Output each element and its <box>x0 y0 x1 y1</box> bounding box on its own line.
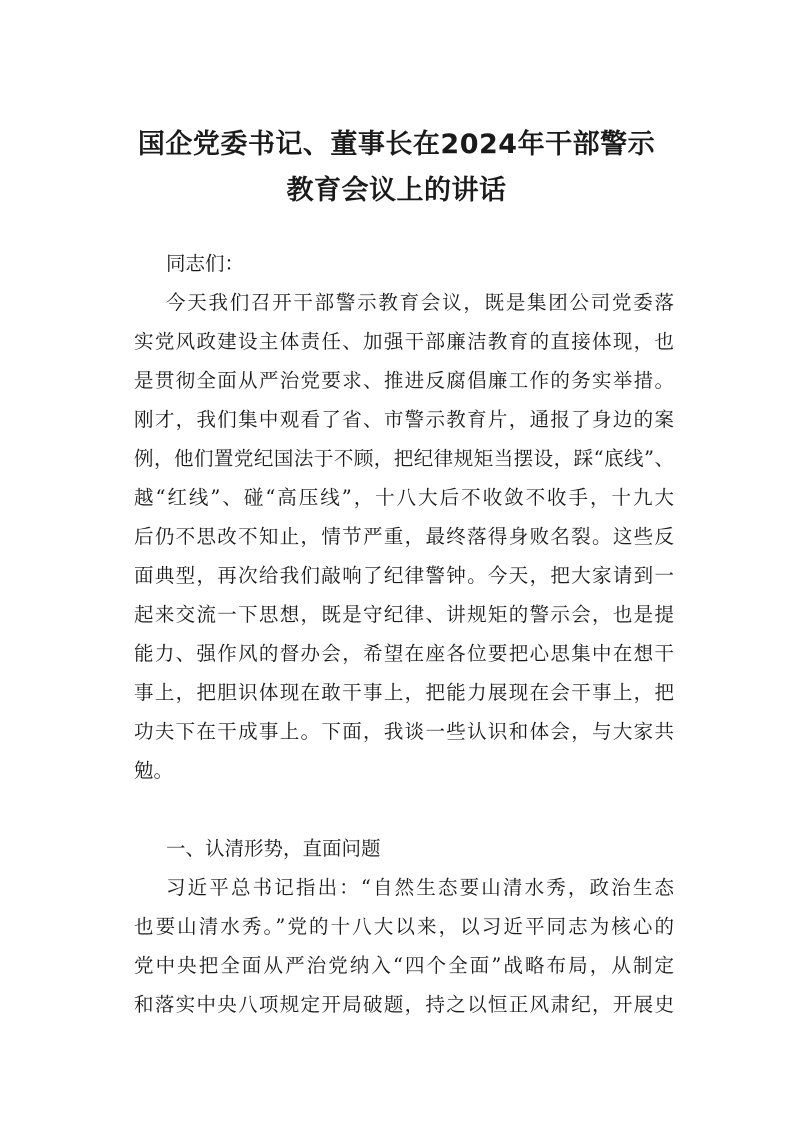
paragraph-line: 例，他们置党纪国法于不顾，把纪律规矩当摆设，踩“底线”、 <box>134 447 674 470</box>
section-heading: 一、认清形势，直面问题 <box>166 837 381 860</box>
paragraph-line: 能力、强作风的督办会，希望在座各位要把心思集中在想干 <box>134 642 674 665</box>
document-title-line-1: 国企党委书记、董事长在2024年干部警示 <box>137 129 656 160</box>
paragraph-line: 是贯彻全面从严治党要求、推进反腐倡廉工作的务实举措。 <box>134 369 674 392</box>
paragraph-line: 面典型，再次给我们敲响了纪律警钟。今天，把大家请到一 <box>134 564 674 587</box>
paragraph-line: 功夫下在干成事上。下面，我谈一些认识和体会，与大家共 <box>134 720 674 743</box>
paragraph-line: 党中央把全面从严治党纳入“四个全面”战略布局，从制定 <box>134 954 674 977</box>
paragraph-line: 也要山清水秀。”党的十八大以来，以习近平同志为核心的 <box>134 915 674 938</box>
paragraph-line: 今天我们召开干部警示教育会议，既是集团公司党委落 <box>166 291 674 314</box>
paragraph-line: 习近平总书记指出：“自然生态要山清水秀，政治生态 <box>166 876 674 899</box>
paragraph-line: 实党风政建设主体责任、加强干部廉洁教育的直接体现，也 <box>134 330 674 353</box>
paragraph-line: 刚才，我们集中观看了省、市警示教育片，通报了身边的案 <box>134 408 674 431</box>
paragraph-line: 越“红线”、碰“高压线”，十八大后不收敛不收手，十九大 <box>134 486 674 509</box>
paragraph-line: 勉。 <box>134 759 174 782</box>
paragraph-line: 事上，把胆识体现在敢干事上，把能力展现在会干事上，把 <box>134 681 674 704</box>
document-title-line-2: 教育会议上的讲话 <box>286 175 507 206</box>
paragraph-line: 和落实中央八项规定开局破题，持之以恒正风肃纪，开展史 <box>134 993 674 1016</box>
paragraph-line: 起来交流一下思想，既是守纪律、讲规矩的警示会，也是提 <box>134 603 674 626</box>
paragraph-line: 后仍不思改不知止，情节严重，最终落得身败名裂。这些反 <box>134 525 674 548</box>
salutation: 同志们： <box>166 252 245 275</box>
